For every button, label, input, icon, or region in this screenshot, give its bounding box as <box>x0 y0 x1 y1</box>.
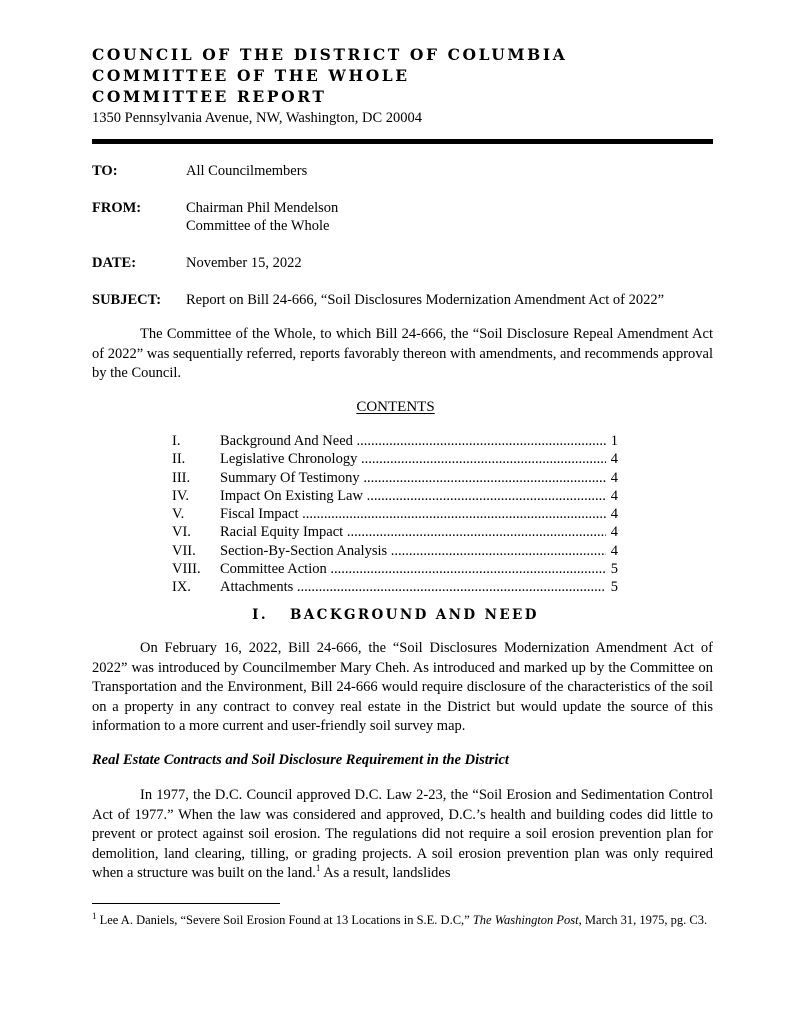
footnote-reference[interactable]: 1 <box>315 863 321 874</box>
table-of-contents <box>172 432 618 597</box>
memo-from-value-2: Committee of the Whole <box>186 218 330 234</box>
toc-number: VI. <box>172 524 191 541</box>
section-number: I. <box>252 607 268 623</box>
history-paragraph <box>92 786 713 884</box>
memo-subject-label: SUBJECT: <box>92 292 162 308</box>
intro-paragraph: The Committee of the Whole, to which Bill 24-666, the “Soil Disclosure Repeal Amendment Act of 2022” was sequentially referred, reports favorably thereon with amendments, and recommends approval by the Council. <box>92 326 713 381</box>
council-address: 1350 Pennsylvania Avenue, NW, Washington, DC 20004 <box>92 110 423 126</box>
section-heading <box>0 607 791 623</box>
toc-entry[interactable] <box>172 450 618 468</box>
memo-to-value: All Councilmembers <box>186 163 308 179</box>
toc-title: Attachments ..... <box>220 578 606 596</box>
memo-subject-value: Report on Bill 24-666, “Soil Disclosures Modernization Amendment Act of 2022” <box>186 292 665 308</box>
toc-number: II. <box>172 451 186 468</box>
toc-entry[interactable] <box>172 432 618 450</box>
toc-entry[interactable] <box>172 560 618 578</box>
toc-number: III. <box>172 469 191 486</box>
toc-page: 4 <box>606 469 618 487</box>
toc-title: Committee Action ..... <box>220 560 606 578</box>
toc-page: 4 <box>606 523 618 541</box>
toc-page: 4 <box>606 505 618 523</box>
subsection-heading: Real Estate Contracts and Soil Disclosure Requirement in the District <box>92 752 509 768</box>
section-title: BACKGROUND AND NEED <box>289 607 539 623</box>
toc-page: 1 <box>606 432 618 450</box>
toc-entry[interactable] <box>172 578 618 596</box>
toc-entry[interactable] <box>172 505 618 523</box>
toc-title: Racial Equity Impact ..... <box>220 523 606 541</box>
toc-number: VIII. <box>172 561 201 578</box>
history-text: In 1977, the D.C. Council approved D.C. Law 2-23, the “Soil Erosion and Sedimentation Control Act of 1977.” When the law was considered and approved, D.C.’s health and building codes did little to prevent or protect against soil erosion. The regulations did not require a soil erosion prevention plan for demolition, land clearing, tilling, or grading projects. A soil erosion prevention plan was only required when a structure was built on the land. <box>92 787 713 881</box>
footnote-citation: , March 31, 1975, pg. C3. <box>578 913 708 927</box>
toc-page: 4 <box>606 487 618 505</box>
committee-name: COMMITTEE OF THE WHOLE <box>92 66 410 85</box>
memo-from-label: FROM: <box>92 200 142 216</box>
history-text-continued: As a result, landslides <box>320 865 451 881</box>
memo-date-label: DATE: <box>92 255 137 271</box>
toc-page: 5 <box>606 578 618 596</box>
header-divider <box>92 139 713 144</box>
footnote-mark: 1 <box>92 910 97 921</box>
memo-date-value: November 15, 2022 <box>186 255 302 271</box>
memo-to-label: TO: <box>92 163 118 179</box>
toc-number: I. <box>172 433 181 449</box>
toc-number: V. <box>172 506 185 523</box>
toc-entry[interactable] <box>172 523 618 541</box>
toc-page: 4 <box>606 450 618 468</box>
footnote-source: The Washington Post <box>472 913 579 927</box>
footnote-text: Lee A. Daniels, “Severe Soil Erosion Found at 13 Locations in S.E. D.C,” <box>96 913 473 927</box>
toc-title: Impact On Existing Law ..... <box>220 487 606 505</box>
background-paragraph: On February 16, 2022, Bill 24-666, the “Soil Disclosures Modernization Amendment Act of 2022” was introduced by Councilmember Mary Cheh. As introduced and marked up by the Committee on Transportation and the Environment, Bill 24-666 would require disclosure of the characteristics of the soil on a property in any contract to convey real estate in the District but would update the source of this information to a more current and user-friendly soil survey map. <box>92 640 713 734</box>
toc-title: Section-By-Section Analysis ..... <box>220 542 606 560</box>
toc-number: IV. <box>172 487 190 504</box>
footnote <box>92 912 713 928</box>
contents-title: CONTENTS <box>356 399 435 415</box>
toc-title: Background And Need ..... <box>220 432 606 450</box>
council-name: COUNCIL OF THE DISTRICT OF COLUMBIA <box>92 45 568 64</box>
toc-entry[interactable] <box>172 469 618 487</box>
toc-entry[interactable] <box>172 487 618 505</box>
toc-page: 5 <box>606 560 618 578</box>
toc-number: IX. <box>172 579 191 596</box>
toc-number: VII. <box>172 542 196 559</box>
toc-page: 4 <box>606 542 618 560</box>
toc-title: Legislative Chronology ..... <box>220 450 606 468</box>
toc-title: Summary Of Testimony ..... <box>220 469 606 487</box>
report-type: COMMITTEE REPORT <box>92 87 327 106</box>
memo-from-value-1: Chairman Phil Mendelson <box>186 200 339 216</box>
toc-title: Fiscal Impact ..... <box>220 505 606 523</box>
report-header <box>92 44 712 128</box>
footnote-divider <box>92 903 280 904</box>
toc-entry[interactable] <box>172 542 618 560</box>
